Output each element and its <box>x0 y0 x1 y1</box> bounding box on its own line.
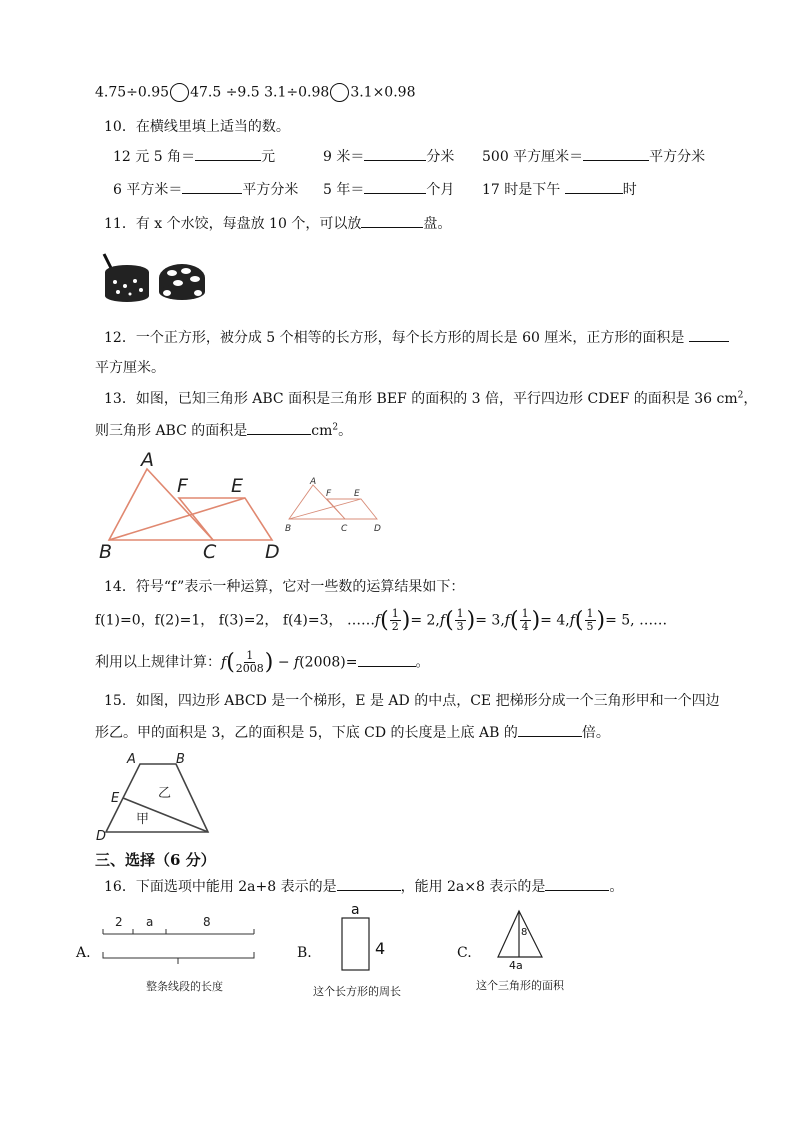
q12-line1: 12．一个正方形，被分成 5 个相等的长方形，每个长方形的周长是 60 厘米，正方形的面积是 <box>104 327 729 347</box>
q15-trapezoid-figure <box>92 750 222 844</box>
q13-line1: 13．如图，已知三角形 ABC 面积是三角形 BEF 的面积的 3 倍，平行四边形 CDEF 的面积是 36 $cm^2$， <box>104 390 758 407</box>
q9-line: 4.75÷0.95 47.5 ÷9.5 3.1÷0.98 3.1×0.98 <box>95 84 416 101</box>
label-d: D <box>96 829 107 844</box>
option-c-label[interactable]: C. <box>457 945 472 961</box>
svg-text:A: A <box>310 477 317 487</box>
svg-text:C: C <box>341 524 348 534</box>
tri-label-4a: 4a <box>509 959 523 972</box>
label-b: B <box>99 541 113 563</box>
seg-label-2: 2 <box>115 915 123 929</box>
label-a: A <box>141 449 154 471</box>
q10-r1c3: 500 平方厘米＝ 平方分米 <box>482 146 705 166</box>
label-b: B <box>176 752 185 767</box>
option-b-rectangle-figure <box>305 898 435 1002</box>
compare-circle[interactable] <box>170 83 189 102</box>
q10-r2c3: 17 时是下午 时 <box>482 179 637 199</box>
dumpling-plates-image <box>100 248 212 306</box>
q14-calc: 利用以上规律计算：f( $\frac{1}{2008}$ ) − f(2008)= 。 <box>95 649 430 675</box>
svg-text:E: E <box>354 489 360 499</box>
seg-caption: 整条线段的长度 <box>146 980 223 993</box>
dumpling-plate-icon <box>159 264 205 300</box>
tri-caption: 这个三角形的面积 <box>476 979 564 992</box>
section-heading: 三、选择（6 分） <box>95 851 216 869</box>
q14-given: f(1)=0，f(2)=1， f(3)=2， f(4)=3， ……f( $\frac{1}{2}$ )= 2,f( $\frac{1}{3}$ )= 3,f( $\frac{1}{4}$ )= 4,f( $\frac{1}{5}$ )= 5, …… <box>95 607 668 633</box>
q12-line2: 平方厘米。 <box>95 360 165 376</box>
label-yi: 乙 <box>158 786 172 801</box>
rect-label-4: 4 <box>375 939 386 958</box>
option-a-label[interactable]: A. <box>76 945 91 961</box>
compare-circle[interactable] <box>330 83 349 102</box>
q15-line2: 形乙。甲的面积是 3，乙的面积是 5，下底 CD 的长度是上底 AB 的 倍。 <box>95 722 610 742</box>
q10-r2c2: 5 年＝ 个月 <box>323 179 454 199</box>
q14-line1: 14．符号“f”表示一种运算，它对一些数的运算结果如下： <box>104 579 465 595</box>
option-a-segment-figure <box>96 908 266 1000</box>
label-e: E <box>231 475 244 497</box>
q10-r1c2: 9 米＝ 分米 <box>323 146 454 166</box>
q13-line2: 则三角形 ABC 的面积是 $cm^2$。 <box>95 420 352 440</box>
svg-text:F: F <box>326 489 332 499</box>
dumpling-pot-icon <box>104 254 149 302</box>
q10-title: 10．在横线里填上适当的数。 <box>104 119 290 135</box>
seg-label-a: a <box>146 915 154 929</box>
seg-label-8: 8 <box>203 915 211 929</box>
option-b-label[interactable]: B. <box>297 945 312 961</box>
q13-figure-small <box>283 475 393 537</box>
svg-text:D: D <box>374 524 381 534</box>
q11-text: 11．有 x 个水饺，每盘放 10 个，可以放 盘。 <box>104 213 451 233</box>
q16-text: 16．下面选项中能用 2a+8 表示的是 ，能用 2a×8 表示的是 。 <box>104 876 623 896</box>
rect-label-a: a <box>351 902 360 918</box>
label-a: A <box>127 752 136 767</box>
rect-caption: 这个长方形的周长 <box>313 985 401 998</box>
label-e: E <box>111 791 120 806</box>
q10-r1c1: 12 元 5 角＝ 元 <box>113 146 275 166</box>
q15-line1: 15．如图，四边形 ABCD 是一个梯形，E 是 AD 的中点，CE 把梯形分成一个三角形甲和一个四边 <box>104 693 720 709</box>
tri-label-8: 8 <box>521 927 528 938</box>
label-c: C <box>203 541 217 563</box>
label-d: D <box>265 541 280 563</box>
svg-text:B: B <box>285 524 292 534</box>
q10-r2c1: 6 平方米＝ 平方分米 <box>113 179 298 199</box>
option-c-triangle-figure <box>468 905 588 997</box>
label-f: F <box>177 475 188 497</box>
label-jia: 甲 <box>136 812 150 827</box>
